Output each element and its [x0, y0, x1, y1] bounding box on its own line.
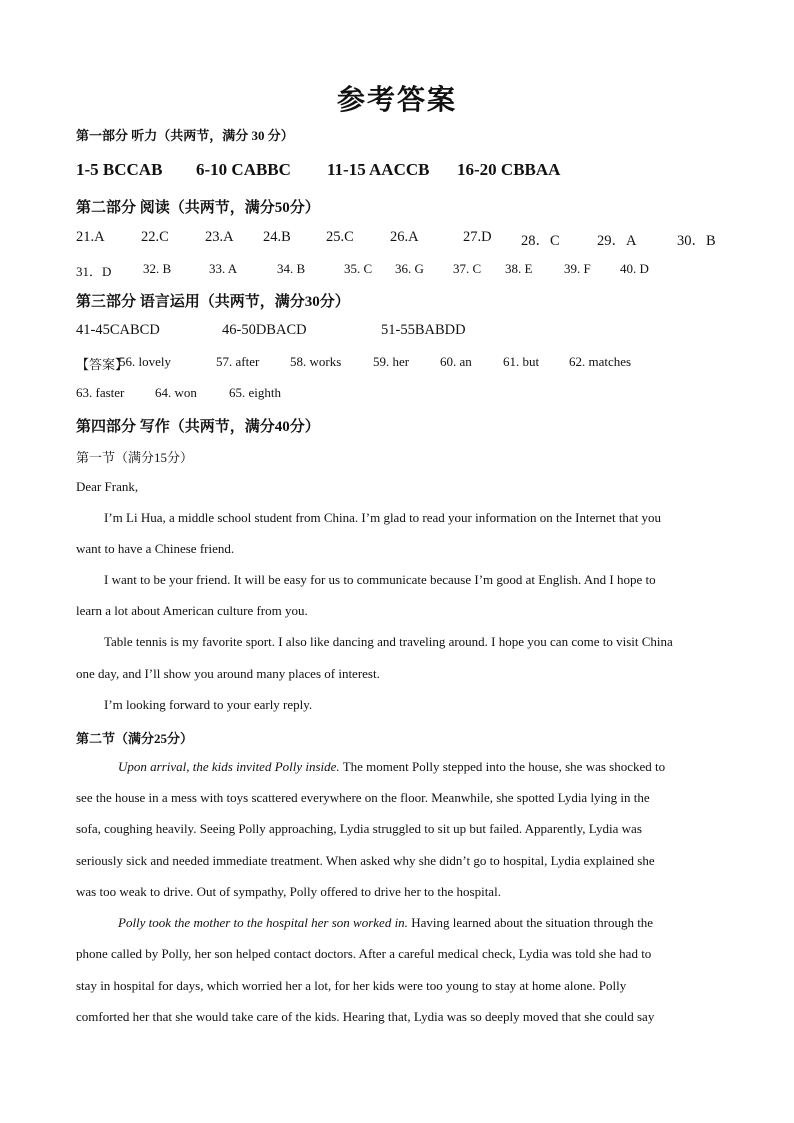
- story-p2-line-2: phone called by Polly, her son helped contact doctors. After a careful medical check, Lydia was told she had to: [76, 946, 652, 961]
- answer-36: 36. G: [395, 261, 424, 276]
- story-p2-line-3: stay in hospital for days, which worried her a lot, for her kids were too young to stay at home alone. Polly: [76, 978, 627, 993]
- letter-line-4: learn a lot about American culture from you.: [76, 603, 308, 618]
- page-title: 参考答案: [336, 85, 457, 116]
- story-p2-first-line: [118, 915, 653, 931]
- answer-57: 57. after: [216, 354, 260, 369]
- story-p1-line-2: see the house in a mess with toys scattered everywhere on the floor. Meanwhile, she spotted Lydia lying in the: [76, 790, 650, 805]
- story-p2-given-sentence: Polly took the mother to the hospital her son worked in.: [118, 915, 408, 930]
- answer-59: 59. her: [373, 354, 410, 369]
- answer-40: 40. D: [620, 261, 649, 276]
- answer-38: 38. E: [505, 261, 533, 276]
- part3-answer-2: 46-50DBACD: [222, 322, 307, 338]
- letter-line-6: one day, and I’ll show you around many places of interest.: [76, 666, 380, 681]
- answer-61: 61. but: [503, 354, 540, 369]
- part3-answer-1: 41-45CABCD: [76, 322, 160, 338]
- letter-line-7: I’m looking forward to your early reply.: [104, 697, 313, 712]
- answer-27: 27.D: [463, 229, 492, 245]
- answer-21: 21.A: [76, 229, 105, 245]
- section2-heading: 第二节（满分25分）: [76, 731, 194, 746]
- answer-33: 33. A: [209, 261, 238, 276]
- part2-heading: 第二部分 阅读（共两节，满分50分）: [76, 200, 320, 216]
- part3-heading: 第三部分 语言运用（共两节，满分30分）: [76, 294, 350, 310]
- answer-35: 35. C: [344, 261, 373, 276]
- answer-29: 29．A: [597, 233, 637, 249]
- part1-answer-2: 6-10 CABBC: [196, 160, 291, 179]
- letter-line-5: Table tennis is my favorite sport. I also like dancing and traveling around. I hope you can come to visit China: [104, 634, 673, 649]
- part1-heading: 第一部分 听力（共两节，满分 30 分）: [76, 128, 294, 143]
- answer-32: 32. B: [143, 261, 172, 276]
- part1-answer-1: 1-5 BCCAB: [76, 160, 163, 179]
- part4-heading: 第四部分 写作（共两节，满分40分）: [76, 419, 320, 435]
- letter-line-3: I want to be your friend. It will be easy for us to communicate because I’m good at English. And I hope to: [104, 572, 656, 587]
- answer-24: 24.B: [263, 229, 291, 245]
- letter-line-2: want to have a Chinese friend.: [76, 541, 235, 556]
- answer-label: 【答案】: [76, 357, 129, 372]
- letter-salutation: Dear Frank,: [76, 479, 139, 494]
- story-p1-first-rest: The moment Polly stepped into the house, she was shocked to: [339, 759, 666, 774]
- letter-line-1: I’m Li Hua, a middle school student from China. I’m glad to read your information on the Internet that you: [104, 510, 662, 525]
- answer-39: 39. F: [564, 261, 591, 276]
- answer-30: 30．B: [677, 233, 716, 249]
- answer-62: 62. matches: [569, 354, 632, 369]
- part3-answer-3: 51-55BABDD: [381, 322, 466, 338]
- part1-answer-4: 16-20 CBBAA: [457, 160, 561, 179]
- part1-answer-3: 11-15 AACCB: [327, 160, 430, 179]
- story-p1-line-3: sofa, coughing heavily. Seeing Polly approaching, Lydia struggled to sit up but failed. Apparently, Lydia was: [76, 821, 642, 836]
- answer-34: 34. B: [277, 261, 306, 276]
- answer-65: 65. eighth: [229, 385, 281, 400]
- answer-37: 37. C: [453, 261, 482, 276]
- answer-58: 58. works: [290, 354, 342, 369]
- story-p1-line-4: seriously sick and needed immediate treatment. When asked why she didn’t go to hospital, Lydia explained she: [76, 853, 655, 868]
- answer-56: 56. lovely: [119, 354, 171, 369]
- answer-26: 26.A: [390, 229, 419, 245]
- answer-28: 28．C: [521, 233, 560, 249]
- section1-heading: 第一节（满分15分）: [76, 450, 194, 465]
- answer-25: 25.C: [326, 229, 354, 245]
- answer-31: 31．D: [76, 264, 112, 279]
- answer-22: 22.C: [141, 229, 169, 245]
- answer-60: 60. an: [440, 354, 472, 369]
- story-p1-first-line: [118, 759, 665, 775]
- story-p1-given-sentence: Upon arrival, the kids invited Polly inside.: [118, 759, 340, 774]
- story-p2-first-rest: Having learned about the situation through the: [407, 915, 654, 930]
- answer-63: 63. faster: [76, 385, 125, 400]
- story-p1-line-5: was too weak to drive. Out of sympathy, Polly offered to drive her to the hospital.: [76, 884, 501, 899]
- answer-64: 64. won: [155, 385, 197, 400]
- answer-23: 23.A: [205, 229, 234, 245]
- story-p2-line-4: comforted her that she would take care of the kids. Hearing that, Lydia was so deeply moved that she could say: [76, 1009, 655, 1024]
